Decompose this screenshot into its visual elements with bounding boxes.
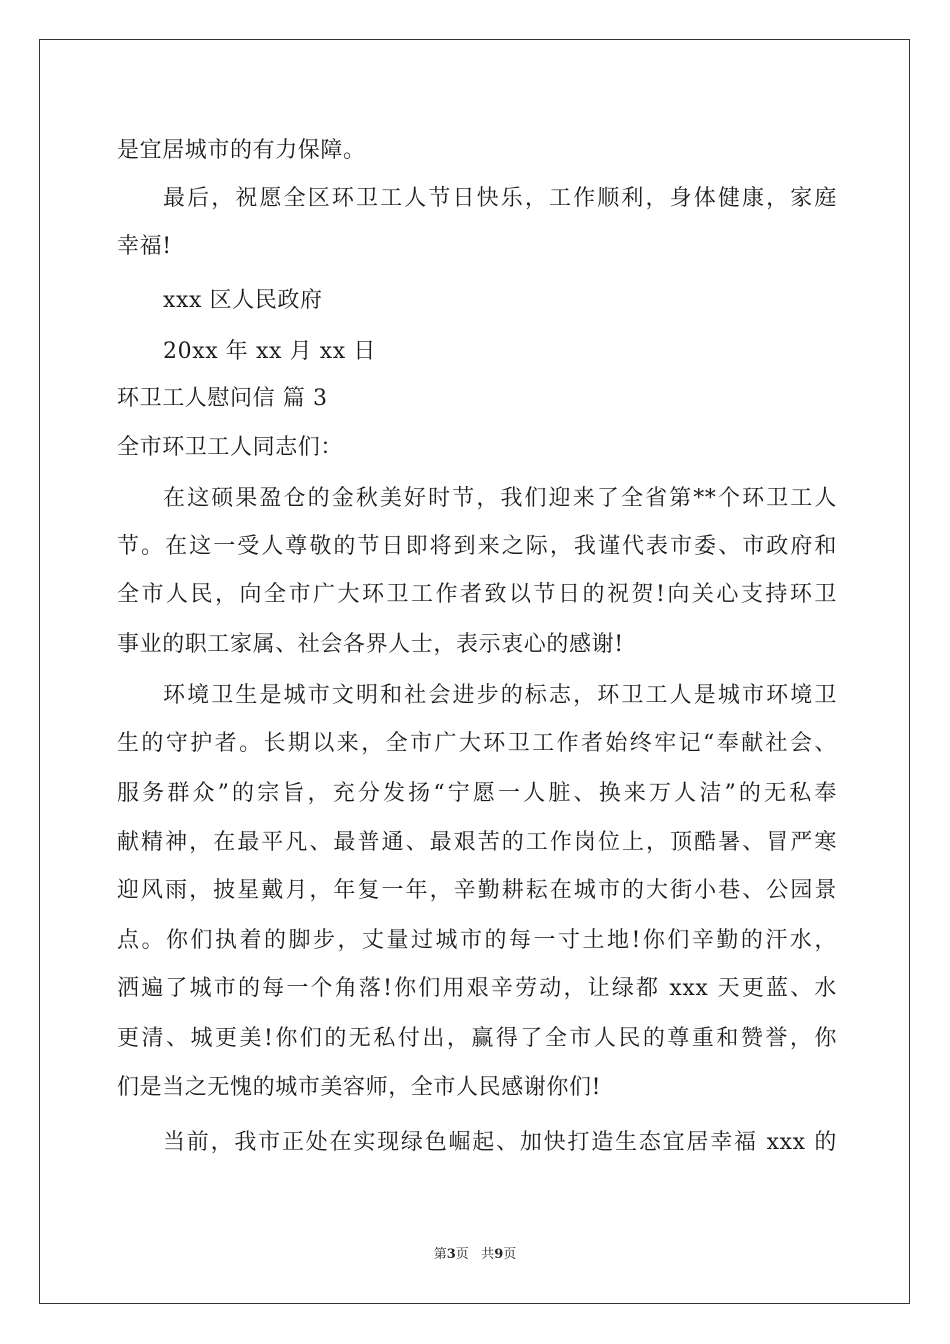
body-text-line: 事业的职工家属、社会各界人士，表示衷心的感谢! — [117, 632, 624, 657]
total-pages: 9 — [494, 1247, 504, 1262]
body-text-line: 幸福! — [117, 234, 172, 259]
page-number: 3 — [446, 1247, 456, 1262]
salutation: 全市环卫工人同志们： — [117, 435, 344, 460]
paragraph-first-line: 最后，祝愿全区环卫工人节日快乐，工作顺利，身体健康，家庭 — [163, 186, 837, 211]
page-prefix: 第 — [433, 1247, 447, 1262]
body-text-line: 点。你们执着的脚步，丈量过城市的每一寸土地!你们辛勤的汗水， — [117, 928, 837, 953]
signature-organization: xxx 区人民政府 — [163, 288, 323, 313]
body-text-line: 洒遍了城市的每一个角落!你们用艰辛劳动，让绿都 xxx 天更蓝、水 — [117, 976, 837, 1001]
body-text-line: 献精神，在最平凡、最普通、最艰苦的工作岗位上，顶酷暑、冒严寒 — [117, 830, 837, 855]
total-suffix: 页 — [503, 1247, 517, 1262]
page-suffix: 页 — [455, 1247, 469, 1262]
total-prefix: 共 — [481, 1247, 495, 1262]
paragraph-first-line: 在这硕果盈仓的金秋美好时节，我们迎来了全省第**个环卫工人 — [163, 486, 837, 511]
body-text-line: 节。在这一受人尊敬的节日即将到来之际，我谨代表市委、市政府和 — [117, 534, 837, 559]
section-heading: 环卫工人慰问信 篇 3 — [117, 386, 328, 411]
body-text-line: 们是当之无愧的城市美容师，全市人民感谢你们! — [117, 1075, 602, 1100]
page-footer — [0, 1246, 950, 1264]
page-border — [39, 39, 910, 1304]
paragraph-first-line: 环境卫生是城市文明和社会进步的标志，环卫工人是城市环境卫 — [163, 683, 837, 708]
signature-date: 20xx 年 xx 月 xx 日 — [163, 339, 377, 364]
body-text-line: 服务群众”的宗旨，充分发扬“宁愿一人脏、换来万人洁”的无私奉 — [117, 781, 837, 806]
body-text-line: 迎风雨，披星戴月，年复一年，辛勤耕耘在城市的大街小巷、公园景 — [117, 878, 837, 903]
body-text-line: 全市人民，向全市广大环卫工作者致以节日的祝贺!向关心支持环卫 — [117, 582, 837, 607]
body-text-line: 是宜居城市的有力保障。 — [117, 138, 366, 163]
body-text-line: 生的守护者。长期以来，全市广大环卫工作者始终牢记“奉献社会、 — [117, 731, 837, 756]
body-text-line: 更清、城更美!你们的无私付出，赢得了全市人民的尊重和赞誉，你 — [117, 1026, 837, 1051]
paragraph-first-line: 当前，我市正处在实现绿色崛起、加快打造生态宜居幸福 xxx 的 — [163, 1130, 837, 1155]
